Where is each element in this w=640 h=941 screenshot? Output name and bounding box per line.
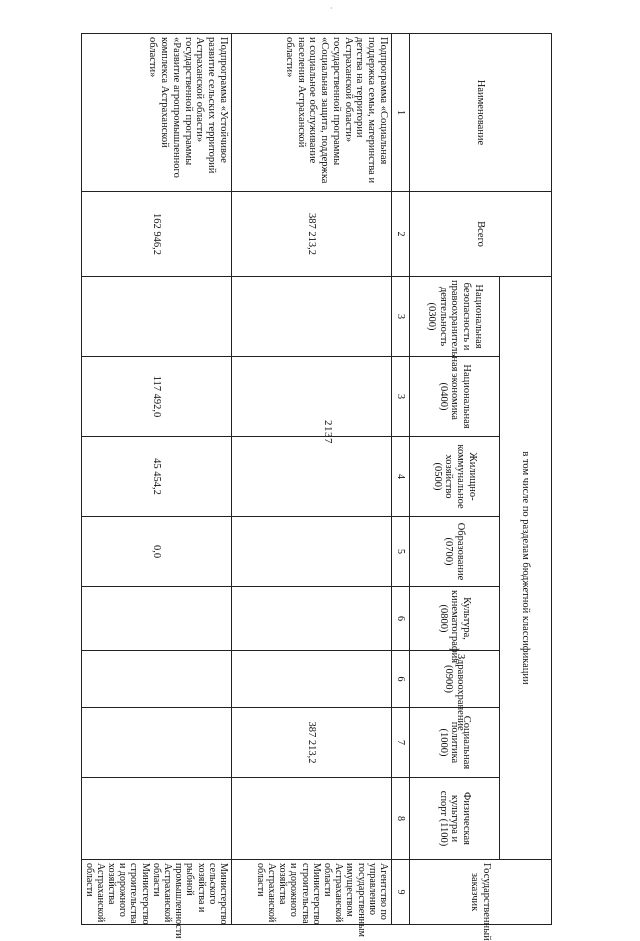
table-row: [232, 34, 392, 925]
header-total: Всего: [410, 192, 552, 277]
column-number: 9: [392, 860, 410, 925]
header-section-0500: Жилищно-коммунальное хозяйство (0500): [410, 437, 500, 517]
row-total: 162 946,2: [81, 192, 231, 277]
row-value: 0,0: [81, 517, 231, 587]
column-number: 7: [392, 708, 410, 778]
row-name: Подпрограмма «Устойчивое развитие сельских территорий Астраханской области» государственной программы «Развитие агропромышленного комплекса Астраханской области»: [81, 34, 231, 192]
row-value: [81, 708, 231, 778]
header-section-0300: Национальная безопасность и правоохранительная деятельность (0300): [410, 277, 500, 357]
scan-mark: ·: [330, 4, 333, 13]
column-number: 6: [392, 587, 410, 651]
row-value: [81, 651, 231, 708]
row-value: [232, 357, 392, 437]
header-section-0700: Образование (0700): [410, 517, 500, 587]
header-name: Наименование: [410, 34, 552, 192]
row-value: 387 213,2: [232, 708, 392, 778]
header-section-0900: Здравоохранение (0900): [410, 651, 500, 708]
page-number: 2137: [322, 420, 334, 444]
row-value: [81, 587, 231, 651]
header-section-0800: Культура, кинематография (0800): [410, 587, 500, 651]
row-value: 117 492,0: [81, 357, 231, 437]
row-value: [232, 517, 392, 587]
row-value: [81, 778, 231, 860]
column-number: 4: [392, 437, 410, 517]
row-value: [232, 587, 392, 651]
column-number: 8: [392, 778, 410, 860]
column-number: 5: [392, 517, 410, 587]
budget-table: [81, 33, 552, 941]
row-client: Министерство сельского хозяйства и рыбной промышленности Астраханской области Министерство строительства и дорожного хозяйства Астраханской области: [81, 860, 231, 925]
table-row: [81, 34, 231, 925]
row-value: [232, 277, 392, 357]
header-client: Государственный заказчик: [410, 860, 552, 925]
column-number: 6: [392, 651, 410, 708]
row-name: Подпрограмма «Социальная поддержка семьи, материнства и детства на территории Астраханской области» государственной программы «Социальная защита, поддержка и социальное обслуживание населения Астраханской области»: [232, 34, 392, 192]
row-client: Агентство по управлению государственным имуществом Астраханской области Министерство строительства и дорожного хозяйства Астраханской области: [232, 860, 392, 925]
column-number: 1: [392, 34, 410, 192]
row-value: [81, 277, 231, 357]
header-group: в том числе по разделам бюджетной классификации: [500, 277, 552, 860]
column-number-row: [392, 34, 410, 925]
header-section-1100: Физическая культура и спорт (1100): [410, 778, 500, 860]
row-value: [232, 437, 392, 517]
header-section-1000: Социальная политика (1000): [410, 708, 500, 778]
row-value: 45 454,2: [81, 437, 231, 517]
column-number: 3: [392, 357, 410, 437]
column-number: 2: [392, 192, 410, 277]
budget-table-container: [83, 33, 552, 941]
column-number: 3: [392, 277, 410, 357]
row-value: [232, 651, 392, 708]
row-value: [232, 778, 392, 860]
row-total: 387 213,2: [232, 192, 392, 277]
header-section-0400: Национальная экономика (0400): [410, 357, 500, 437]
